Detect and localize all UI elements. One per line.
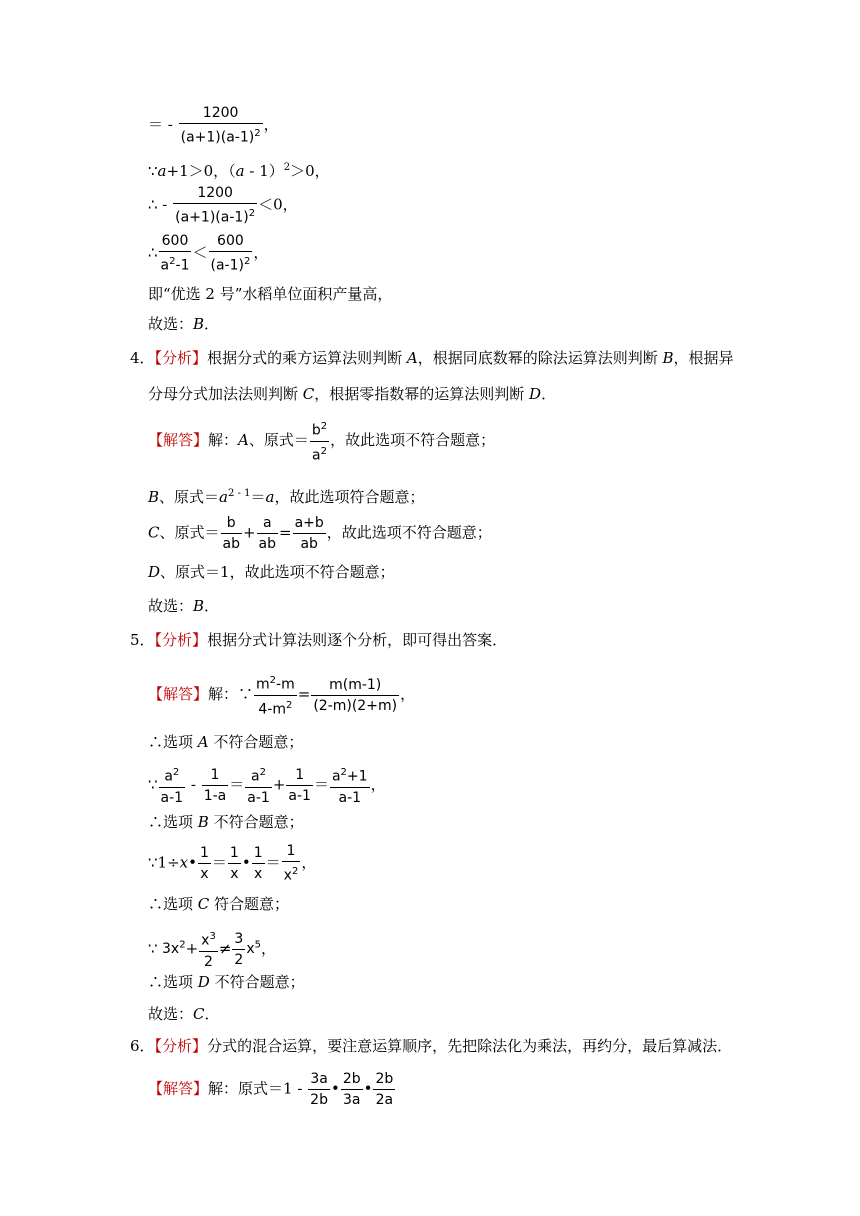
- text-line: D、原式＝1，故此选项不符合题意；: [148, 563, 395, 581]
- text-line: ∴选项 B 不符合题意；: [148, 813, 304, 831]
- text-line: 分母分式加法法则判断 C，根据零指数幂的运算法则判断 D．: [148, 385, 557, 403]
- text-line: 故选：C．: [148, 1005, 220, 1023]
- equation-line: ∴ $\frac{600}{a^2-1}$ ＜ $\frac{600}{(a-1)^2}$ ，: [148, 233, 269, 274]
- text-line: 故选：B．: [148, 315, 220, 333]
- equation-line: C、原式＝ $\frac{b}{ab}$ + $\frac{a}{ab}$ = $\frac{a+b}{ab}$ ，故此选项不符合题意；: [148, 515, 492, 552]
- text-line: ∵a+1＞0，（a - 1）$^2$＞0，: [148, 162, 330, 180]
- question-6-analysis: 6．【分析】分式的混合运算，要注意运算顺序，先把除法化为乘法，再约分，最后算减法．: [130, 1037, 733, 1055]
- text-line: 即“优选 2 号”水稻单位面积产量高，: [148, 285, 393, 303]
- text-line: ∴选项 D 不符合题意；: [148, 973, 305, 991]
- question-4-solution: 【解答】解：A、原式＝ $\frac{b^2}{a^2}$ ，故此选项不符合题意；: [148, 418, 495, 464]
- text-line: ∴选项 C 符合题意；: [148, 895, 290, 913]
- equation-line: ∵ $3x^2+$ $\frac{x^3}{2}$ ≠ $\frac{3}{2}$ $x^5$，: [148, 928, 276, 971]
- question-6-solution: 【解答】解：原式＝1 - $\frac{3a}{2b}$ • $\frac{2b}{3a}$ • $\frac{2b}{2a}$: [148, 1071, 394, 1108]
- question-5-analysis: 5．【分析】根据分式计算法则逐个分析，即可得出答案．: [130, 631, 508, 649]
- equation-line: ＝ - $\frac{1200}{(a+1)(a-1)^2}$ ，: [148, 105, 279, 146]
- question-5-solution: 【解答】解：∵ $\frac{m^2-m}{4-m^2}$ = $\frac{m(m-1)}{(2-m)(2+m)}$ ，: [148, 672, 415, 718]
- equation-line: ∵ $\frac{a^2}{a-1}$ - $\frac{1}{1-a}$ ＝ $\frac{a^2}{a-1}$ + $\frac{1}{a-1}$ ＝ $\frac{a^2+1}{a-1}$ ，: [148, 764, 386, 807]
- equation-line: ∵1÷x• $\frac{1}{x}$ ＝ $\frac{1}{x}$ • $\frac{1}{x}$ ＝ $\frac{1}{x^2}$ ，: [148, 843, 317, 884]
- text-line: ∴选项 A 不符合题意；: [148, 733, 304, 751]
- text-line: B、原式$=a^{2 - 1}=a$，故此选项符合题意；: [148, 488, 425, 506]
- text-line: 故选：B．: [148, 597, 220, 615]
- equation-line: ∴ - $\frac{1200}{(a+1)(a-1)^2}$ ＜0，: [148, 185, 298, 226]
- question-4-analysis: 4．【分析】根据分式的乘方运算法则判断 A，根据同底数幂的除法运算法则判断 B，根据异: [130, 349, 734, 367]
